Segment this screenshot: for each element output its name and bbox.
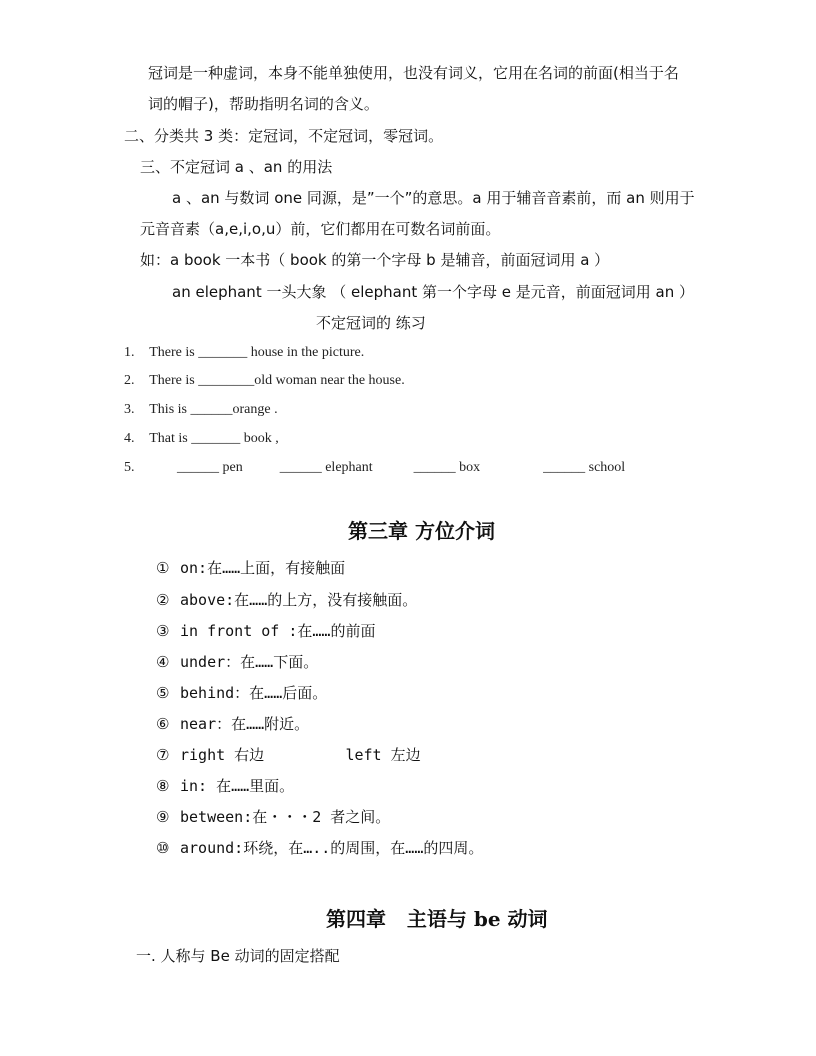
circled-number: ⑧ [156,777,170,795]
circled-number: ⑩ [156,839,170,857]
preposition-item [156,683,327,703]
exercise-5-item: ______ pen [177,460,243,475]
circled-number: ⑤ [156,684,170,702]
section-2-heading: 二、分类共 3 类：定冠词，不定冠词，零冠词。 [124,127,444,145]
usage-line-1: a 、an 与数词 one 同源，是”一个”的意思。a 用于辅音音素前，而 an 则用于 [172,189,695,207]
example-line-1: 如：a book 一本书（ book 的第一个字母 b 是辅音，前面冠词用 a ） [140,251,610,269]
circled-number: ⑨ [156,808,170,826]
exercise-number: 5. [124,460,135,475]
chapter-3-title: 第三章 方位介词 [348,519,495,543]
preposition-text: near：在……附近。 [180,715,310,733]
intro-line-2: 词的帽子)，帮助指明名词的含义。 [148,95,379,113]
exercise-text: This is ______orange . [149,402,278,417]
preposition-item [156,745,421,765]
circled-number: ⑦ [156,746,170,764]
preposition-item [156,621,375,641]
chapter-4-title: 第四章 主语与 be 动词 [326,907,548,931]
preposition-text: under：在……下面。 [180,653,319,671]
preposition-text: in: 在……里面。 [180,777,295,795]
exercise-number: 1. [124,345,135,360]
preposition-item [156,776,294,796]
circled-number: ④ [156,653,170,671]
preposition-text: around:环绕，在…..的周围，在……的四周。 [180,839,484,857]
exercise-5-item: ______ school [543,460,626,475]
exercise-title: 不定冠词的 练习 [316,314,426,332]
preposition-item [156,652,318,672]
preposition-text: between:在・・・2 者之间。 [180,808,391,826]
exercise-number: 3. [124,402,135,417]
circled-number: ① [156,559,170,577]
exercise-1 [124,343,364,363]
preposition-text: above:在……的上方，没有接触面。 [180,591,418,609]
preposition-item [156,590,417,610]
preposition-item [156,558,345,578]
exercise-5-item: ______ elephant [279,460,373,475]
preposition-text: right 右边 left 左边 [180,746,421,764]
exercise-text: There is _______ house in the picture. [149,345,365,360]
preposition-item [156,714,309,734]
circled-number: ② [156,591,170,609]
section-3-heading: 三、不定冠词 a 、an 的用法 [140,158,333,176]
circled-number: ③ [156,622,170,640]
circled-number: ⑥ [156,715,170,733]
usage-line-2: 元音音素（a,e,i,o,u）前，它们都用在可数名词前面。 [140,220,501,238]
exercise-5 [124,458,625,478]
preposition-text: in front of :在……的前面 [180,622,376,640]
exercise-2 [124,371,405,391]
exercise-5-item: ______ box [413,460,481,475]
exercise-number: 2. [124,373,135,388]
example-line-2: an elephant 一头大象 （ elephant 第一个字母 e 是元音，前面冠词用 an ） [172,283,695,301]
intro-line-1: 冠词是一种虚词，本身不能单独使用，也没有词义，它用在名词的前面(相当于名 [148,64,679,82]
preposition-item [156,807,390,827]
exercise-number: 4. [124,431,135,446]
exercise-3 [124,400,278,420]
preposition-text: behind：在……后面。 [180,684,328,702]
preposition-text: on:在……上面，有接触面 [180,559,346,577]
exercise-4 [124,429,279,449]
preposition-item [156,838,483,858]
chapter-4-subheading: 一. 人称与 Be 动词的固定搭配 [136,947,340,965]
exercise-text: That is _______ book , [149,431,279,446]
exercise-text: There is ________old woman near the house. [149,373,405,388]
